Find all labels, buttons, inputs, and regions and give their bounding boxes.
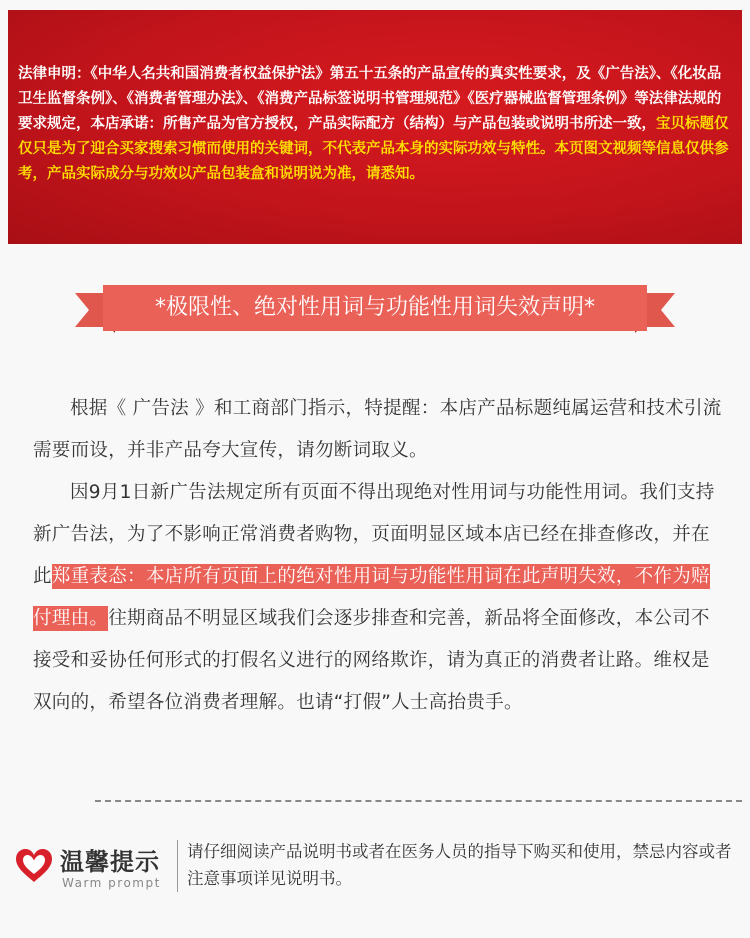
paragraph-2-rest: 往期商品不明显区域我们会逐步排查和完善，新品将全面修改，本公司不接受和妥协任何形式的打假名义进行的网络欺诈，请为真正的消费者让路。维权是双向的，希望各位消费者理解。也请“打假”人士高抬贵手。: [33, 608, 710, 713]
highlighted-declaration: 郑重表态：本店所有页面上的绝对性用词与功能性用词在此声明失效，不作为赔付理由。: [33, 566, 710, 629]
disclaimer-paragraph-2: [33, 472, 725, 724]
disclaimer-body: [33, 388, 725, 724]
legal-statement-highlight: 宝贝标题仅仅只是为了迎合买家搜索习惯而使用的关键词，不代表产品本身的实际功效与特性。本页图文视频等信息仅供参考，产品实际成分与功效以产品包装盒和说明说为准，请悉知。: [18, 116, 729, 182]
section-title-ribbon: [75, 283, 675, 337]
paragraph-2-intro: 因9月1日新广告法规定所有页面不得出现绝对性用词与功能性用词。我们支持新广告法，为了不影响正常消费者购物，页面明显区域本店已经在排查修改，并在此: [33, 482, 715, 587]
dashed-divider: [95, 800, 742, 802]
warm-prompt-separator: [177, 840, 178, 892]
warm-prompt-subtitle: Warm prompt: [62, 876, 161, 890]
warm-prompt-text: 请仔细阅读产品说明书或者在医务人员的指导下购买和使用，禁忌内容或者注意事项详见说明书。: [187, 842, 732, 888]
legal-statement-text: [18, 62, 732, 187]
legal-statement-banner: [8, 10, 742, 244]
heart-icon: [14, 846, 54, 886]
warm-prompt-title: 温馨提示: [60, 848, 160, 876]
warm-prompt: [14, 838, 736, 898]
section-title: *极限性、绝对性用词与功能性用词失效声明*: [103, 285, 647, 331]
disclaimer-paragraph-1: 根据《 广告法 》和工商部门指示，特提醒：本店产品标题纯属运营和技术引流需要而设，并非产品夸大宣传，请勿断词取义。: [33, 398, 722, 461]
legal-statement-main: 法律申明：《中华人名共和国消费者权益保护法》第五十五条的产品宣传的真实性要求，及《广告法》、《化妆品卫生监督条例》、《消费者管理办法》、《消费产品标签说明书管理规范》《医疗器械监督管理条例》等法律法规的要求规定，本店承诺：所售产品为官方授权，产品实际配方（结构）与产品包装或说明书所述一致，: [18, 66, 722, 132]
